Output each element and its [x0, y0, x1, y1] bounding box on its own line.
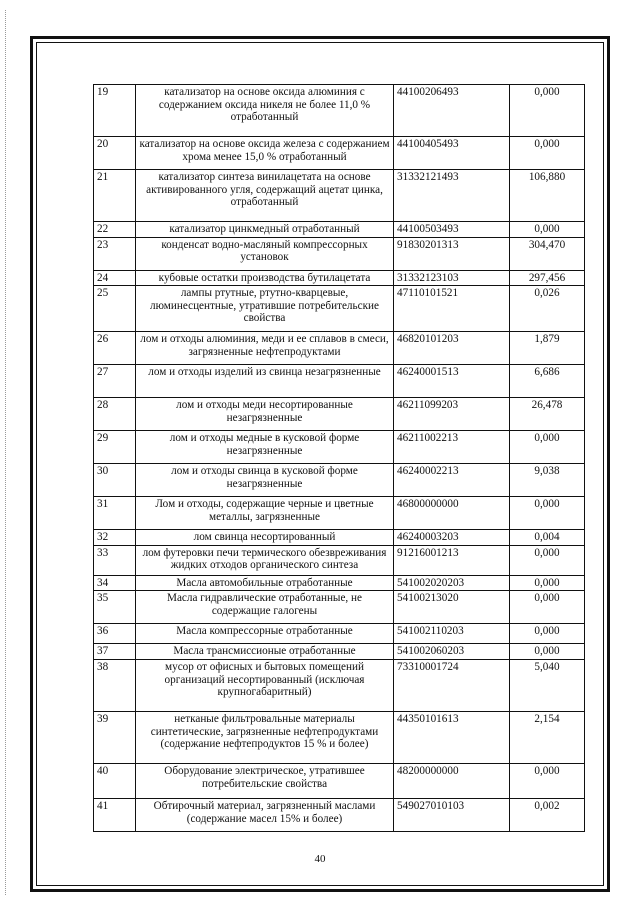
waste-code: 73310001724 [394, 659, 510, 711]
row-number: 19 [94, 85, 136, 137]
row-number: 22 [94, 222, 136, 238]
table-row [94, 711, 585, 763]
table-row [94, 464, 585, 497]
row-number: 33 [94, 545, 136, 575]
table-row [94, 575, 585, 591]
table-row [94, 591, 585, 624]
waste-quantity: 0,000 [510, 497, 585, 530]
waste-code: 44100503493 [394, 222, 510, 238]
table-row [94, 332, 585, 365]
waste-quantity: 0,000 [510, 431, 585, 464]
waste-name: Масла компрессорные отработанные [136, 624, 394, 644]
waste-quantity: 0,000 [510, 85, 585, 137]
row-number: 41 [94, 798, 136, 831]
waste-quantity: 5,040 [510, 659, 585, 711]
waste-quantity: 0,004 [510, 530, 585, 546]
waste-table [93, 84, 585, 832]
waste-name: лом и отходы алюминия, меди и ее сплавов в смеси, загрязненные нефтепродуктами [136, 332, 394, 365]
waste-code: 44100405493 [394, 137, 510, 170]
waste-table-body [94, 85, 585, 832]
waste-name: лом футеровки печи термического обезвреживания жидких отходов органического синтеза [136, 545, 394, 575]
table-row [94, 170, 585, 222]
table-row [94, 763, 585, 798]
table-row [94, 85, 585, 137]
waste-code: 31332121493 [394, 170, 510, 222]
table-row [94, 624, 585, 644]
waste-code: 46240002213 [394, 464, 510, 497]
table-row [94, 530, 585, 546]
row-number: 32 [94, 530, 136, 546]
table-row [94, 270, 585, 286]
table-row [94, 398, 585, 431]
waste-name: Обтирочный материал, загрязненный маслами (содержание масел 15% и более) [136, 798, 394, 831]
row-number: 21 [94, 170, 136, 222]
waste-name: Масла гидравлические отработанные, не содержащие галогены [136, 591, 394, 624]
waste-code: 541002020203 [394, 575, 510, 591]
row-number: 40 [94, 763, 136, 798]
row-number: 27 [94, 365, 136, 398]
waste-code: 46211002213 [394, 431, 510, 464]
table-row [94, 365, 585, 398]
row-number: 28 [94, 398, 136, 431]
waste-quantity: 6,686 [510, 365, 585, 398]
table-row [94, 137, 585, 170]
waste-code: 46240003203 [394, 530, 510, 546]
row-number: 36 [94, 624, 136, 644]
waste-code: 549027010103 [394, 798, 510, 831]
waste-name: лом и отходы меди несортированные незагрязненные [136, 398, 394, 431]
waste-code: 46211099203 [394, 398, 510, 431]
waste-name: лом и отходы медные в кусковой форме незагрязненные [136, 431, 394, 464]
waste-quantity: 0,000 [510, 222, 585, 238]
waste-code: 54100213020 [394, 591, 510, 624]
row-number: 37 [94, 644, 136, 660]
waste-quantity: 304,470 [510, 237, 585, 270]
waste-name: катализатор на основе оксида алюминия с содержанием оксида никеля не более 11,0 % отработанный [136, 85, 394, 137]
waste-code: 46800000000 [394, 497, 510, 530]
waste-code: 541002060203 [394, 644, 510, 660]
waste-name: лом и отходы свинца в кусковой форме незагрязненные [136, 464, 394, 497]
row-number: 29 [94, 431, 136, 464]
waste-code: 541002110203 [394, 624, 510, 644]
scan-edge-mark [5, 10, 7, 895]
table-row [94, 286, 585, 332]
waste-code: 91216001213 [394, 545, 510, 575]
waste-quantity: 297,456 [510, 270, 585, 286]
waste-name: мусор от офисных и бытовых помещений организаций несортированный (исключая крупногабаритный) [136, 659, 394, 711]
row-number: 38 [94, 659, 136, 711]
waste-quantity: 0,002 [510, 798, 585, 831]
waste-code: 47110101521 [394, 286, 510, 332]
waste-name: лом и отходы изделий из свинца незагрязненные [136, 365, 394, 398]
row-number: 20 [94, 137, 136, 170]
waste-name: лампы ртутные, ртутно-кварцевые, люминесцентные, утратившие потребительские свойства [136, 286, 394, 332]
table-row [94, 497, 585, 530]
waste-name: Оборудование электрическое, утратившее потребительские свойства [136, 763, 394, 798]
waste-name: конденсат водно-масляный компрессорных установок [136, 237, 394, 270]
waste-code: 46820101203 [394, 332, 510, 365]
waste-quantity: 106,880 [510, 170, 585, 222]
row-number: 31 [94, 497, 136, 530]
waste-code: 44350101613 [394, 711, 510, 763]
waste-name: лом свинца несортированный [136, 530, 394, 546]
waste-quantity: 0,000 [510, 763, 585, 798]
waste-quantity: 0,000 [510, 575, 585, 591]
row-number: 34 [94, 575, 136, 591]
waste-quantity: 9,038 [510, 464, 585, 497]
waste-code: 91830201313 [394, 237, 510, 270]
waste-quantity: 0,000 [510, 137, 585, 170]
row-number: 39 [94, 711, 136, 763]
waste-code: 48200000000 [394, 763, 510, 798]
row-number: 35 [94, 591, 136, 624]
waste-name: Лом и отходы, содержащие черные и цветные металлы, загрязненные [136, 497, 394, 530]
waste-code: 46240001513 [394, 365, 510, 398]
table-row [94, 798, 585, 831]
table-row [94, 431, 585, 464]
waste-name: катализатор синтеза винилацетата на основе активированного угля, содержащий ацетат цинка, отработанный [136, 170, 394, 222]
waste-code: 44100206493 [394, 85, 510, 137]
waste-name: катализатор цинкмедный отработанный [136, 222, 394, 238]
table-row [94, 659, 585, 711]
waste-quantity: 0,000 [510, 624, 585, 644]
waste-quantity: 1,879 [510, 332, 585, 365]
waste-quantity: 0,000 [510, 591, 585, 624]
table-row [94, 545, 585, 575]
waste-code: 31332123103 [394, 270, 510, 286]
waste-quantity: 2,154 [510, 711, 585, 763]
row-number: 23 [94, 237, 136, 270]
waste-quantity: 0,000 [510, 545, 585, 575]
waste-quantity: 0,000 [510, 644, 585, 660]
waste-name: нетканые фильтровальные материалы синтетические, загрязненные нефтепродуктами (содержание нефтепродуктов 15 % и более) [136, 711, 394, 763]
table-row [94, 222, 585, 238]
row-number: 25 [94, 286, 136, 332]
row-number: 30 [94, 464, 136, 497]
table-row [94, 237, 585, 270]
waste-quantity: 0,026 [510, 286, 585, 332]
waste-name: Масла трансмиссионые отработанные [136, 644, 394, 660]
waste-name: кубовые остатки производства бутилацетата [136, 270, 394, 286]
waste-name: Масла автомобильные отработанные [136, 575, 394, 591]
waste-name: катализатор на основе оксида железа с содержанием хрома менее 15,0 % отработанный [136, 137, 394, 170]
page-number: 40 [314, 853, 326, 865]
waste-quantity: 26,478 [510, 398, 585, 431]
table-row [94, 644, 585, 660]
row-number: 26 [94, 332, 136, 365]
row-number: 24 [94, 270, 136, 286]
